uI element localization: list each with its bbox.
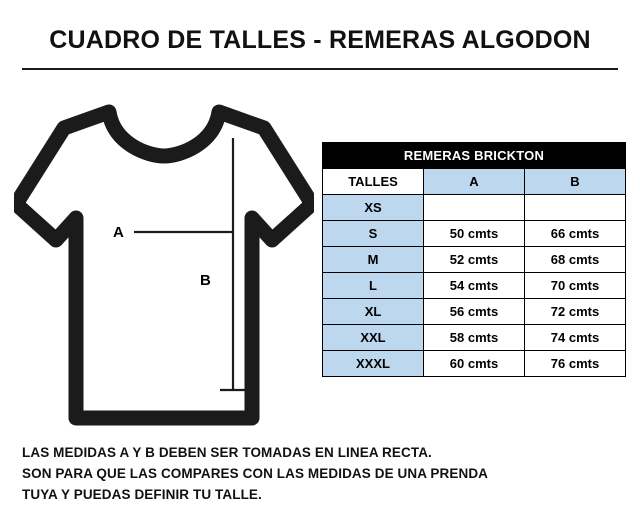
table-row — [323, 299, 626, 325]
footer-notes — [22, 442, 622, 505]
table-row — [323, 325, 626, 351]
measure-a-cell: 52 cmts — [424, 247, 525, 273]
measure-b-cell: 76 cmts — [525, 351, 626, 377]
size-cell: XXXL — [323, 351, 424, 377]
size-cell: M — [323, 247, 424, 273]
note-line-3: TUYA Y PUEDAS DEFINIR TU TALLE. — [22, 487, 262, 502]
table-row — [323, 221, 626, 247]
tshirt-icon — [14, 100, 314, 430]
table-row — [323, 195, 626, 221]
page-title — [0, 26, 640, 55]
measure-b-cell: 70 cmts — [525, 273, 626, 299]
measure-a-cell: 56 cmts — [424, 299, 525, 325]
note-line-1: LAS MEDIDAS A Y B DEBEN SER TOMADAS EN LINEA RECTA. — [22, 445, 432, 460]
note-line-2: SON PARA QUE LAS COMPARES CON LAS MEDIDAS DE UNA PRENDA — [22, 466, 489, 481]
tshirt-outline-path — [16, 112, 312, 418]
page-title-text: CUADRO DE TALLES - REMERAS ALGODON — [49, 26, 591, 54]
dimension-label-a: A — [113, 224, 124, 241]
measure-a-cell: 60 cmts — [424, 351, 525, 377]
table-header-row — [323, 169, 626, 195]
measure-b-cell — [525, 195, 626, 221]
table-row — [323, 247, 626, 273]
tshirt-diagram — [14, 100, 314, 430]
column-header-a: A — [424, 169, 525, 195]
measure-b-cell: 68 cmts — [525, 247, 626, 273]
title-divider — [22, 68, 618, 70]
size-cell: XS — [323, 195, 424, 221]
measure-a-cell: 58 cmts — [424, 325, 525, 351]
table-caption: REMERAS BRICKTON — [323, 143, 626, 169]
measure-b-cell: 66 cmts — [525, 221, 626, 247]
column-header-b: B — [525, 169, 626, 195]
measure-b-cell: 72 cmts — [525, 299, 626, 325]
column-header-talles: TALLES — [323, 169, 424, 195]
dimension-label-b: B — [200, 272, 211, 289]
measure-a-cell: 54 cmts — [424, 273, 525, 299]
size-chart-table — [322, 142, 626, 377]
measure-a-cell: 50 cmts — [424, 221, 525, 247]
size-chart-table-wrapper — [322, 142, 626, 377]
size-cell: XL — [323, 299, 424, 325]
measure-a-cell — [424, 195, 525, 221]
size-cell: L — [323, 273, 424, 299]
table-caption-row — [323, 143, 626, 169]
table-row — [323, 351, 626, 377]
measure-b-cell: 74 cmts — [525, 325, 626, 351]
size-cell: XXL — [323, 325, 424, 351]
size-cell: S — [323, 221, 424, 247]
table-row — [323, 273, 626, 299]
